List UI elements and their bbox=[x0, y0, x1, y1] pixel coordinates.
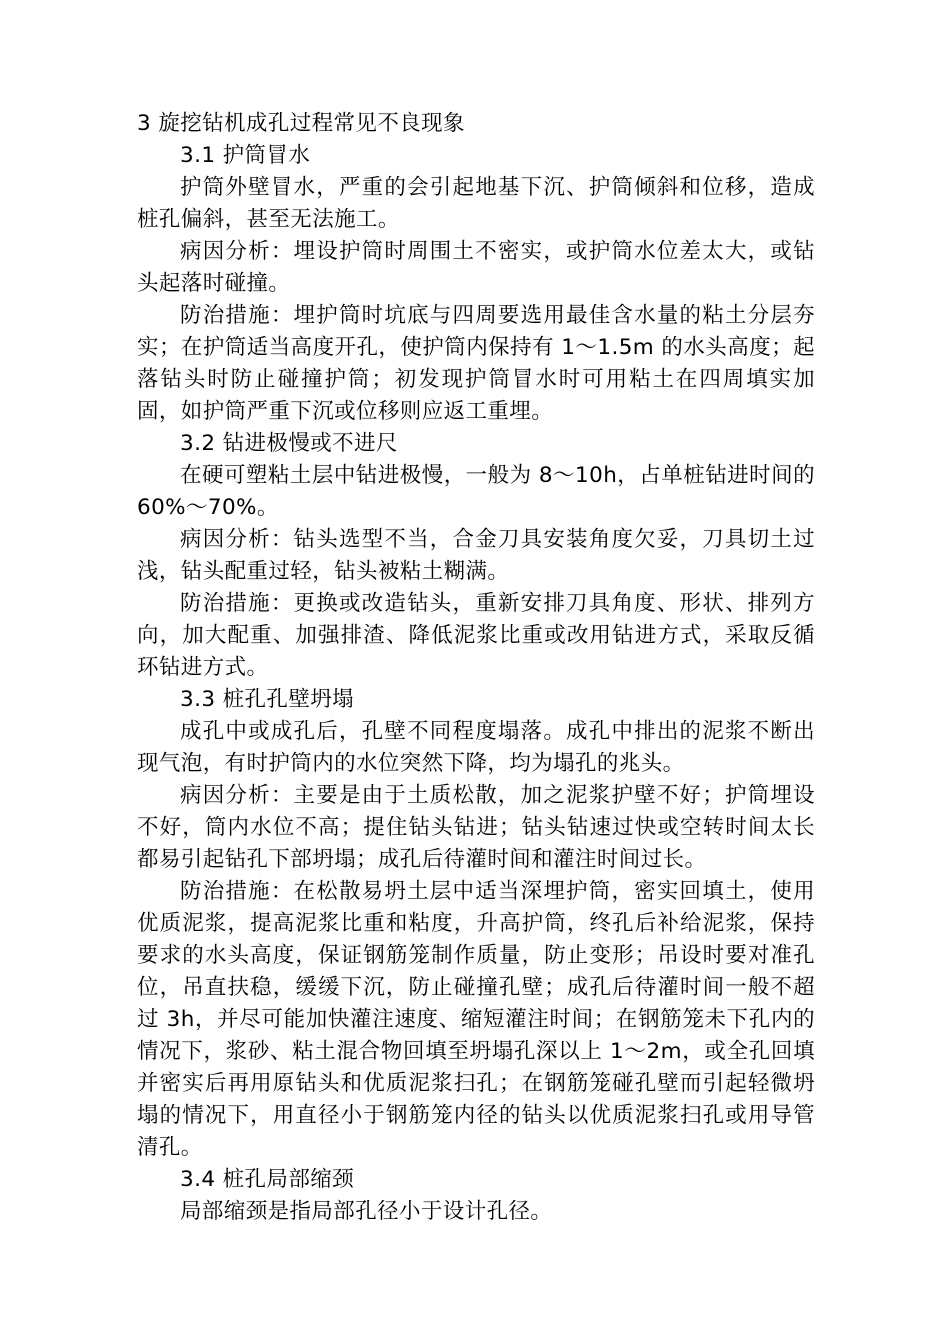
paragraph-3-3-prevention: 防治措施：在松散易坍土层中适当深埋护筒，密实回填土，使用优质泥浆，提高泥浆比重和粘度，升高护筒，终孔后补给泥浆，保持要求的水头高度，保证钢筋笼制作质量，防止变形；吊设时要对准孔位，吊直扶稳，缓缓下沉，防止碰撞孔壁；成孔后待灌时间一般不超过 3h，并尽可能加快灌注速度、缩短灌注时间；在钢筋笼未下孔内的情况下，浆砂、粘土混合物回填至坍塌孔深以上 1～2m，或全孔回填并密实后再用原钻头和优质泥浆扫孔；在钢筋笼碰孔壁而引起轻微坍塌的情况下，用直径小于钢筋笼内径的钻头以优质泥浆扫孔或用导管清孔。 bbox=[137, 879, 815, 1160]
subsection-heading-3-1: 3.1 护筒冒水 bbox=[180, 143, 311, 168]
paragraph-3-2-prevention: 防治措施：更换或改造钻头，重新安排刀具角度、形状、排列方向，加大配重、加强排渣、降低泥浆比重或改用钻进方式，采取反循环钻进方式。 bbox=[137, 591, 815, 680]
paragraph-3-3-cause-analysis: 病因分析：主要是由于土质松散，加之泥浆护壁不好；护筒埋设不好，筒内水位不高；提住钻头钻进；钻头钻速过快或空转时间太长都易引起钻孔下部坍塌；成孔后待灌时间和灌注时间过长。 bbox=[137, 783, 815, 872]
subsection-heading-3-4: 3.4 桩孔局部缩颈 bbox=[180, 1167, 355, 1192]
subsection-heading-3-2: 3.2 钻进极慢或不进尺 bbox=[180, 431, 398, 456]
paragraph-3-1-description: 护筒外壁冒水，严重的会引起地基下沉、护筒倾斜和位移，造成桩孔偏斜，甚至无法施工。 bbox=[137, 175, 815, 232]
paragraph-3-3-description: 成孔中或成孔后，孔壁不同程度塌落。成孔中排出的泥浆不断出现气泡，有时护筒内的水位突然下降，均为塌孔的兆头。 bbox=[137, 719, 815, 776]
paragraph-3-1-prevention: 防治措施：埋护筒时坑底与四周要选用最佳含水量的粘土分层夯实；在护筒适当高度开孔，使护筒内保持有 1～1.5m 的水头高度；起落钻头时防止碰撞护筒；初发现护筒冒水时可用粘土在四周填实加固，如护筒严重下沉或位移则应返工重埋。 bbox=[137, 303, 815, 424]
document-page bbox=[137, 108, 815, 1228]
section-title: 3 旋挖钻机成孔过程常见不良现象 bbox=[137, 111, 465, 136]
paragraph-3-2-description: 在硬可塑粘土层中钻进极慢，一般为 8～10h，占单桩钻进时间的 60%～70%。 bbox=[137, 463, 815, 520]
paragraph-3-2-cause-analysis: 病因分析：钻头选型不当，合金刀具安装角度欠妥，刀具切土过浅，钻头配重过轻，钻头被粘土糊满。 bbox=[137, 527, 815, 584]
subsection-heading-3-3: 3.3 桩孔孔壁坍塌 bbox=[180, 687, 355, 712]
paragraph-3-4-description: 局部缩颈是指局部孔径小于设计孔径。 bbox=[180, 1199, 553, 1224]
paragraph-3-1-cause-analysis: 病因分析：埋设护筒时周围土不密实，或护筒水位差太大，或钻头起落时碰撞。 bbox=[137, 239, 815, 296]
